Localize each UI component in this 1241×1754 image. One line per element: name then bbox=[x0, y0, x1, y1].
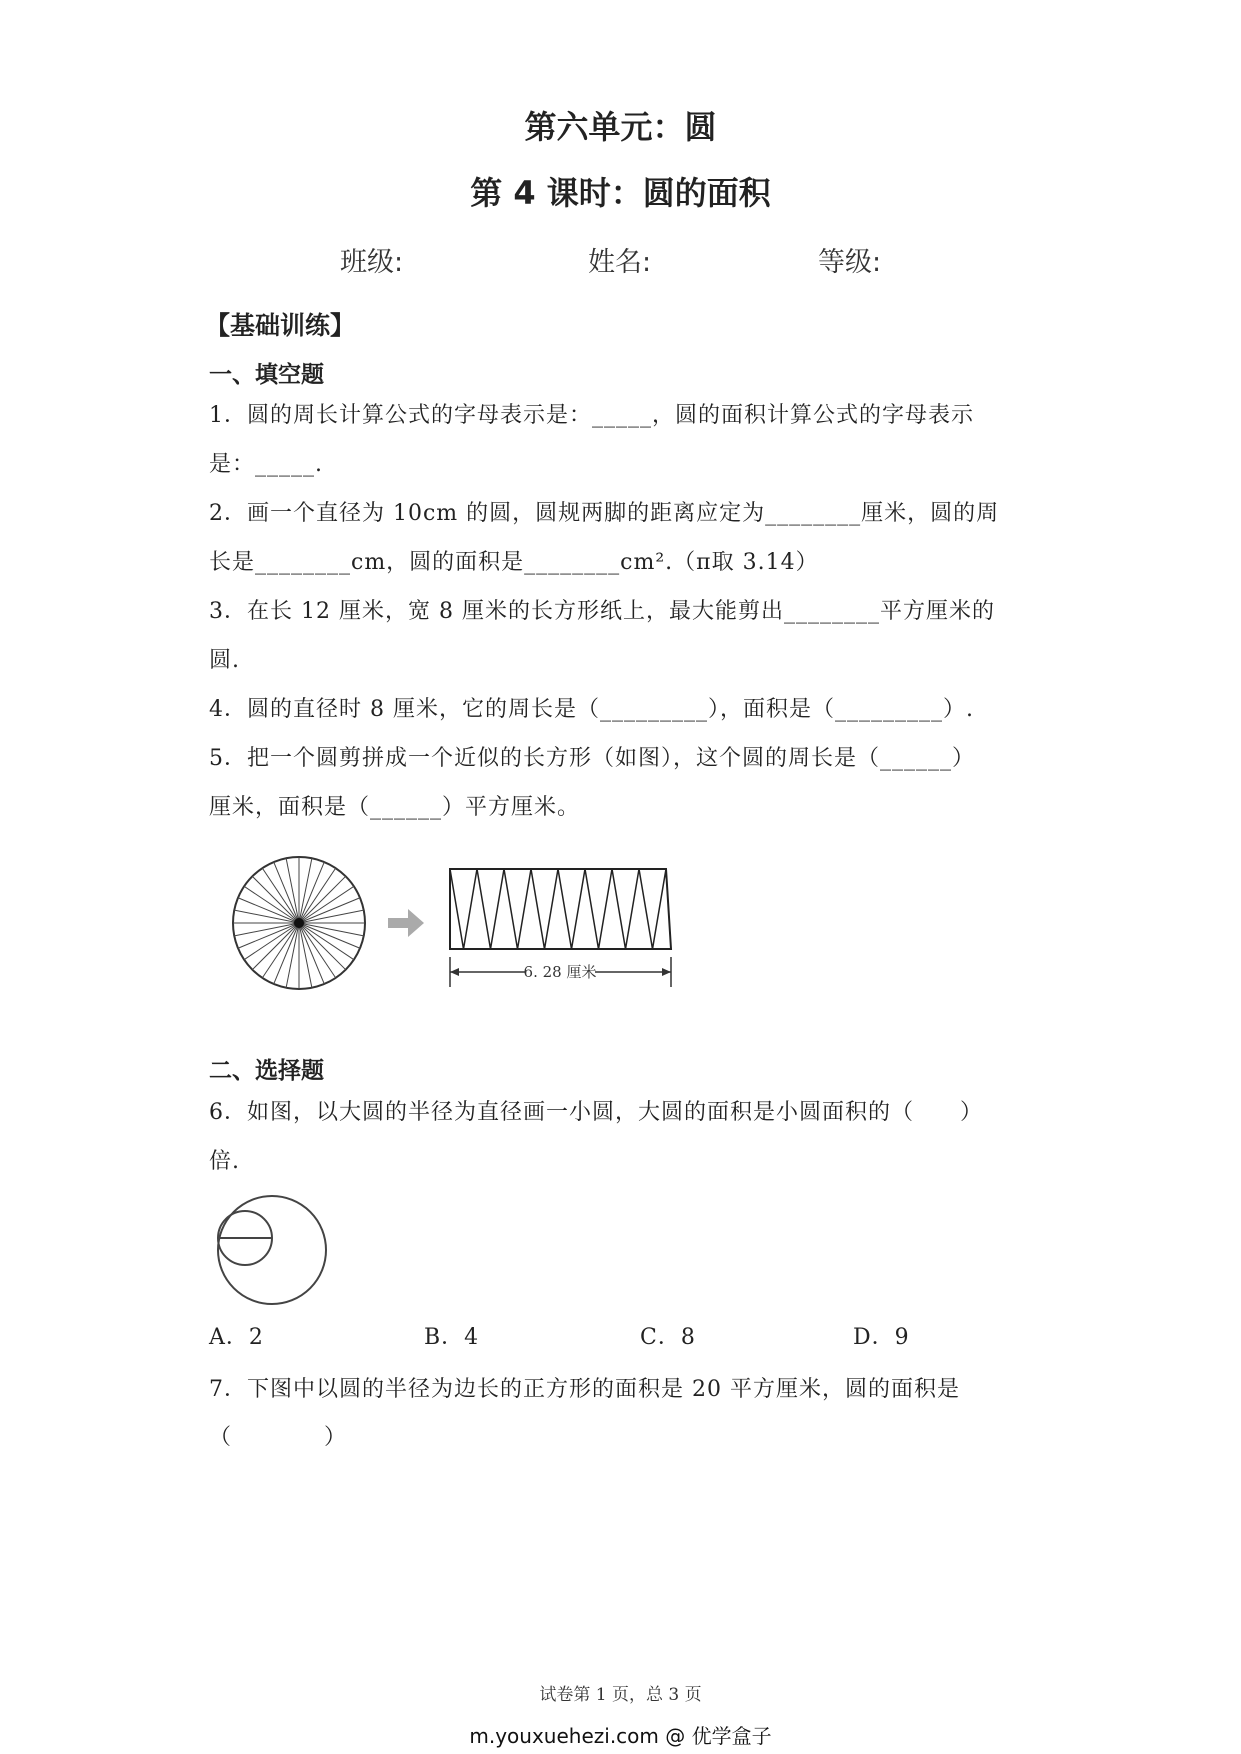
question-4-line1: 4．圆的直径时 8 厘米，它的周长是（_________），面积是（_________）. bbox=[209, 697, 974, 722]
circle-to-rectangle-figure bbox=[225, 845, 685, 1005]
nested-circles-figure bbox=[210, 1188, 340, 1318]
right-arrow-icon bbox=[388, 909, 424, 937]
choice-b[interactable]: B．4 bbox=[424, 1325, 480, 1350]
choice-d[interactable]: D．9 bbox=[853, 1325, 910, 1350]
choice-a[interactable]: A．2 bbox=[209, 1325, 264, 1350]
section-fill-blank: 一、填空题 bbox=[209, 362, 324, 388]
lesson-title: 第 4 课时：圆的面积 bbox=[470, 174, 771, 212]
question-6-line2: 倍. bbox=[209, 1149, 240, 1174]
question-3-line1: 3．在长 12 厘米，宽 8 厘米的长方形纸上，最大能剪出________平方厘米的 bbox=[209, 599, 995, 624]
grade-label: 等级: bbox=[818, 247, 882, 278]
section-basic-training: 【基础训练】 bbox=[205, 311, 356, 340]
question-2-line2: 长是________cm，圆的面积是________cm².（π取 3.14） bbox=[209, 550, 819, 575]
unit-title: 第六单元：圆 bbox=[524, 108, 717, 146]
question-7-line1: 7．下图中以圆的半径为边长的正方形的面积是 20 平方厘米，圆的面积是 bbox=[209, 1377, 960, 1402]
question-2-line1: 2．画一个直径为 10cm 的圆，圆规两脚的距离应定为________厘米，圆的周 bbox=[209, 501, 1000, 526]
choice-c[interactable]: C．8 bbox=[640, 1325, 696, 1350]
sector-circle bbox=[233, 857, 365, 989]
question-7-line2: （ ） bbox=[209, 1425, 348, 1450]
zigzag-rectangle bbox=[450, 869, 671, 949]
class-label: 班级: bbox=[340, 247, 404, 278]
name-label: 姓名: bbox=[588, 247, 652, 278]
question-5-line1: 5．把一个圆剪拼成一个近似的长方形（如图），这个圆的周长是（______） bbox=[209, 746, 975, 771]
question-6-line1: 6．如图，以大圆的半径为直径画一小圆，大圆的面积是小圆面积的（ ） bbox=[209, 1100, 983, 1125]
watermark: m.youxuehezi.com @ 优学盒子 bbox=[469, 1724, 772, 1748]
rect-length-label: 6. 28 厘米 bbox=[523, 963, 597, 981]
question-5-line2: 厘米，面积是（______）平方厘米。 bbox=[209, 795, 581, 820]
page-footer: 试卷第 1 页，总 3 页 bbox=[539, 1685, 702, 1705]
section-choice: 二、选择题 bbox=[209, 1058, 324, 1084]
question-1-line1: 1．圆的周长计算公式的字母表示是：_____，圆的面积计算公式的字母表示 bbox=[209, 403, 974, 428]
question-1-line2: 是：_____. bbox=[209, 452, 323, 477]
question-3-line2: 圆. bbox=[209, 648, 240, 673]
